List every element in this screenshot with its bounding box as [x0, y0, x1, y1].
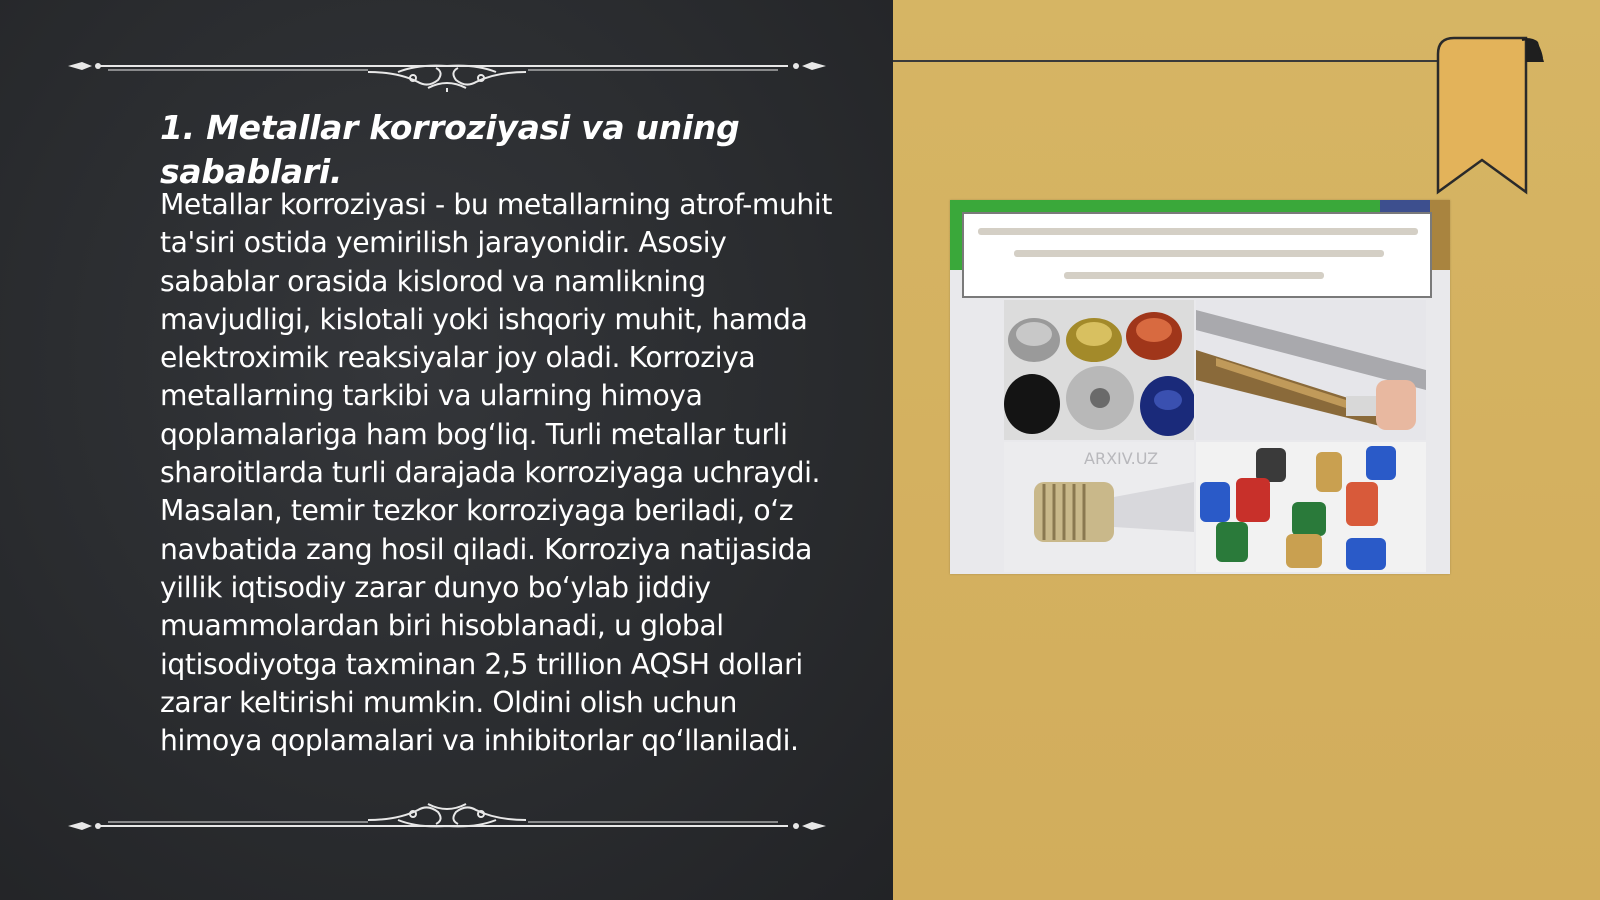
- scroll-divider-icon: [68, 42, 826, 92]
- image-caption-box: [962, 212, 1432, 298]
- blurred-caption-line: [978, 228, 1418, 235]
- photo-anodized-cups: [1004, 300, 1194, 440]
- card-accent-bar: [1430, 200, 1450, 270]
- card-accent-bar: [950, 200, 962, 270]
- bookmark-ribbon-icon: [1434, 34, 1544, 199]
- watermark-text: ARXIV.UZ: [1084, 449, 1159, 468]
- slide-body-text: Metallar korroziyasi - bu metallarning atrof-muhit ta'siri ostida yemirilish jarayonidir. Asosiy sabablar orasida kislorod va namlikning mavjudligi, kislotali yoki ishqoriy muhit, hamda elektroximik reaksiyalar joy oladi. Korroziya metallarning tarkibi va ularning himoya qoplamalariga ham bog‘liq. Turli metallar turli sharoitlarda turli darajada korroziyaga uchraydi. Masalan, temir tezkor korroziyaga beriladi, o‘z navbatida zang hosil qiladi. Korroziya natijasida yillik iqtisodiy zarar dunyo bo‘ylab jiddiy muammolardan biri hisoblanadi, u global iqtisodiyotga taxminan 2,5 trillion AQSH dollari zarar keltirishi mumkin. Oldini olish uchun himoya qoplamalari va inhibitorlar qo‘llaniladi.: [160, 188, 832, 758]
- photo-colored-caps: [1196, 442, 1426, 572]
- blurred-caption-line: [1064, 272, 1324, 279]
- scroll-divider-icon: [68, 800, 826, 850]
- metal-corrosion-picture: [950, 200, 1450, 574]
- divider-line: [893, 60, 1438, 62]
- photo-brass-plug: [1004, 442, 1194, 572]
- photo-anode-rod: [1196, 300, 1426, 440]
- slide-title: 1. Metallar korroziyasi va uning sabablari.: [160, 108, 740, 191]
- blurred-caption-line: [1014, 250, 1384, 257]
